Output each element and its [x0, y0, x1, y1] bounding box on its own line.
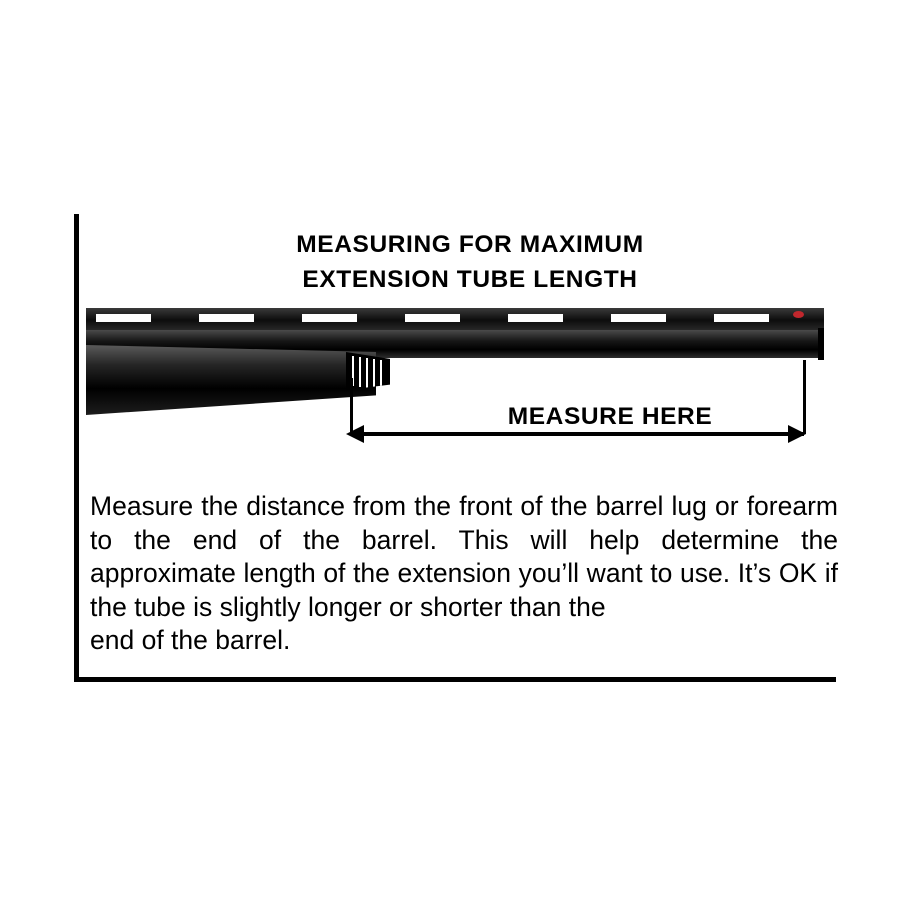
- knurl-line: [359, 357, 361, 387]
- vent-rib-slot: [96, 314, 151, 322]
- vent-rib-slot: [302, 314, 357, 322]
- muzzle-end: [818, 328, 824, 360]
- dimension-line: [352, 432, 804, 436]
- page-title-line-1: MEASURING FOR MAXIMUM: [296, 231, 644, 258]
- knurl-line: [366, 358, 368, 388]
- vent-rib-slot: [508, 314, 563, 322]
- instruction-paragraph: [90, 490, 838, 658]
- frame-left-rule: [74, 214, 79, 682]
- page-title-line-2: EXTENSION TUBE LENGTH: [302, 266, 638, 293]
- vent-rib-slot: [611, 314, 666, 322]
- knurl-line: [373, 359, 375, 388]
- vent-rib-slot: [405, 314, 460, 322]
- instruction-paragraph-last-line: end of the barrel.: [90, 625, 291, 655]
- vent-rib-slot: [199, 314, 254, 322]
- measure-here-label: MEASURE HERE: [507, 403, 713, 430]
- front-bead-sight-icon: [793, 311, 804, 318]
- frame-bottom-rule: [74, 677, 836, 682]
- vent-rib: [86, 308, 824, 330]
- dimension-arrow-right-icon: [788, 425, 806, 443]
- instruction-paragraph-text: Measure the distance from the front of the barrel lug or forearm to the end of the barrel. This will help determine the approximate length of the extension you’ll want to use. It’s OK if the tube is slightly longer or shorter than the: [90, 491, 838, 622]
- forearm: [86, 345, 376, 415]
- vent-rib-slot: [714, 314, 769, 322]
- dimension-extension-right: [803, 360, 806, 434]
- knurl-line: [380, 360, 382, 388]
